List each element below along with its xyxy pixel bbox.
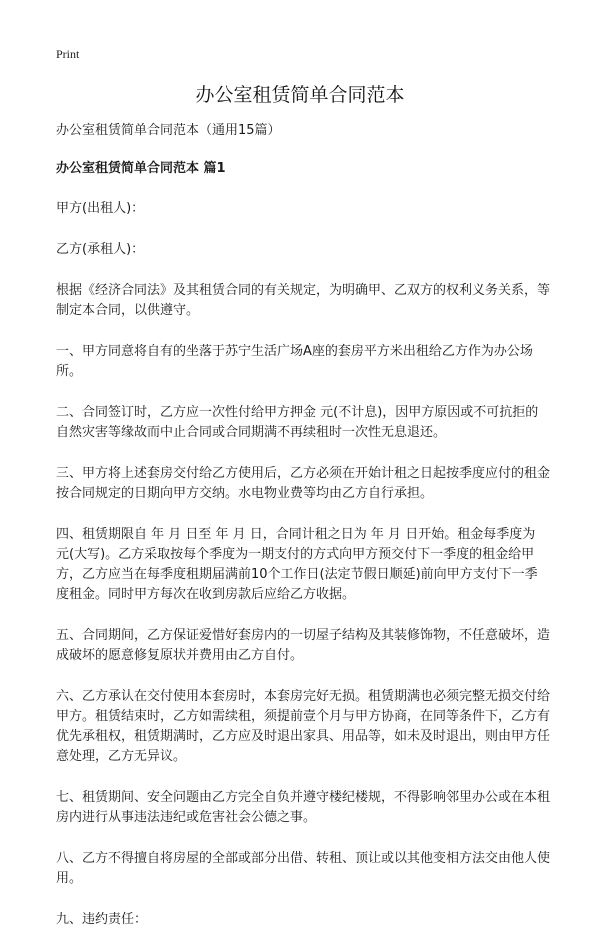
clause-1: 一、甲方同意将自有的坐落于苏宁生活广场A座的套房平方米出租给乙方作为办公场所。 — [56, 344, 533, 379]
clause-2: 二、合同签订时，乙方应一次性付给甲方押金 元(不计息)，因甲方原因或不可抗拒的自然灾害等缘故而中止合同或合同期满不再续租时一次性无息退还。 — [56, 405, 539, 440]
clause-9-heading: 九、违约责任： — [56, 912, 148, 927]
preamble-paragraph: 根据《经济合同法》及其租赁合同的有关规定，为明确甲、乙双方的权利义务关系，等制定本合同，以供遵守。 — [56, 283, 551, 318]
clause-3: 三、甲方将上述套房交付给乙方使用后，乙方必须在开始计租之日起按季度应付的租金按合同规定的日期向甲方交纳。水电物业费等均由乙方自行承担。 — [56, 466, 551, 501]
clause-4: 四、租赁期限自 年 月 日至 年 月 日，合同计租之日为 年 月 日开始。租金每季度为 元(大写)。乙方采取按每个季度为一期支付的方式向甲方预交付下一季度的租金给甲方，乙方应当在每季度租期届满前10个工作日(法定节假日顺延)前向甲方支付下一季度租金。同时甲方每次在收到房款后应给乙方收据。 — [56, 527, 538, 602]
clause-5: 五、合同期间，乙方保证爱惜好套房内的一切屋子结构及其装修饰物，不任意破坏，造成破坏的愿意修复原状并费用由乙方自付。 — [56, 628, 551, 663]
document-title: 办公室租赁简单合同范本 — [195, 84, 405, 106]
clause-6: 六、乙方承认在交付使用本套房时，本套房完好无损。租赁期满也必须完整无损交付给甲方。租赁结束时，乙方如需续租，须提前壹个月与甲方协商，在同等条件下，乙方有优先承租权，租赁期满时，乙方应及时退出家具、用品等，如未及时退出，则由甲方任意处理，乙方无异议。 — [56, 689, 551, 764]
section-heading: 办公室租赁简单合同范本 篇1 — [56, 161, 226, 176]
party-a-line: 甲方(出租人)： — [56, 201, 145, 216]
document-body — [56, 121, 550, 951]
document-subtitle: 办公室租赁简单合同范本（通用15篇） — [56, 123, 281, 138]
party-b-line: 乙方(承租人)： — [56, 242, 145, 257]
print-label: Print — [56, 47, 80, 61]
clause-8: 八、乙方不得擅自将房屋的全部或部分出借、转租、顶让或以其他变相方法交由他人使用。 — [56, 851, 551, 886]
clause-7: 七、租赁期间、安全问题由乙方完全自负并遵守楼纪楼规，不得影响邻里办公或在本租房内进行从事违法违纪或危害社会公德之事。 — [56, 790, 551, 825]
